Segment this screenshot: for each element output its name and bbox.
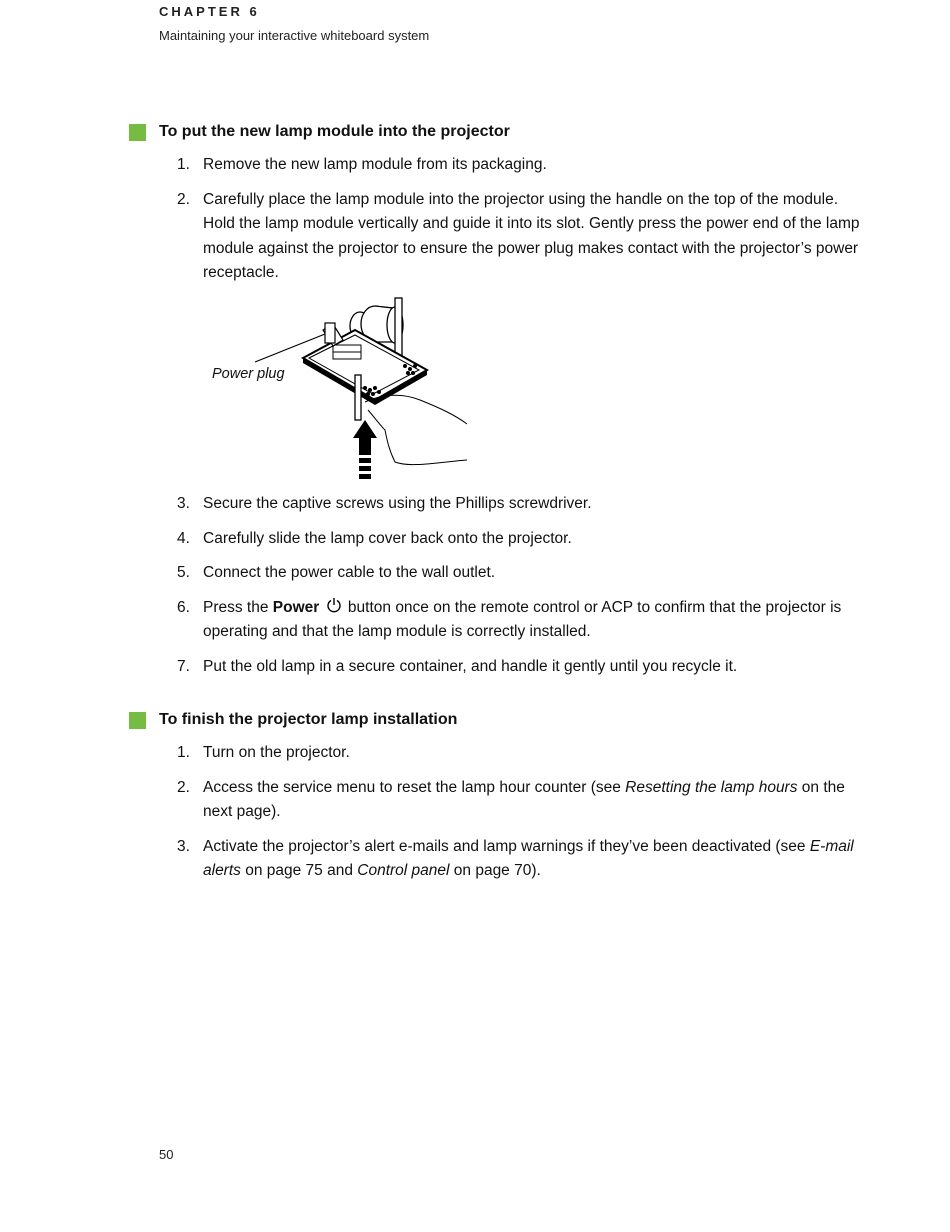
step-text: Put the old lamp in a secure container, and handle it gently until you recycle it. bbox=[203, 657, 738, 675]
list-item bbox=[159, 741, 869, 766]
list-item bbox=[159, 153, 869, 178]
list-item bbox=[159, 188, 869, 286]
step-text-mid: on page 75 and bbox=[240, 862, 358, 879]
section-heading-text: To finish the projector lamp installation bbox=[159, 711, 458, 728]
step-text: Connect the power cable to the wall outlet. bbox=[203, 564, 496, 581]
list-item bbox=[159, 776, 869, 825]
list-item bbox=[159, 655, 869, 680]
section-marker-icon bbox=[129, 124, 146, 141]
section-marker-icon bbox=[129, 712, 146, 729]
page-number: 50 bbox=[159, 1147, 174, 1162]
step-number: 5. bbox=[177, 564, 190, 581]
cross-reference-link[interactable]: Resetting the lamp hours bbox=[625, 778, 798, 796]
step-number: 7. bbox=[177, 657, 190, 675]
step-number: 2. bbox=[177, 190, 190, 208]
section-heading-text: To put the new lamp module into the projector bbox=[159, 123, 510, 140]
list-item bbox=[159, 561, 869, 586]
chapter-label: CHAPTER 6 bbox=[159, 4, 260, 19]
step-text-after: on the next page). bbox=[203, 778, 845, 820]
step-text: Carefully place the lamp module into the projector using the handle on the top of the module. Hold the lamp module vertically and guide it into its slot. Gently press the power end of the lamp module against the projector to ensure the power plug makes contact with the projector’s power receptacle. bbox=[203, 190, 860, 281]
install-steps-list-b bbox=[159, 492, 869, 689]
step-text-after: on page 70). bbox=[449, 862, 541, 879]
step-number: 4. bbox=[177, 529, 190, 547]
step-text-before: Activate the projector’s alert e-mails and lamp warnings if they’ve been deactivated (see bbox=[203, 837, 810, 855]
step-number: 2. bbox=[177, 778, 190, 796]
step-number: 3. bbox=[177, 495, 190, 512]
power-icon bbox=[326, 597, 342, 613]
lamp-module-illustration bbox=[205, 290, 475, 485]
step-text: Remove the new lamp module from its packaging. bbox=[203, 156, 547, 173]
step-text: Carefully slide the lamp cover back onto the projector. bbox=[203, 529, 572, 547]
power-button-name: Power bbox=[272, 598, 320, 616]
power-plug-label: Power plug bbox=[212, 366, 285, 382]
list-item bbox=[159, 492, 869, 517]
list-item bbox=[159, 527, 869, 552]
section-heading-finish-install bbox=[129, 711, 457, 729]
section-heading-install-lamp bbox=[129, 123, 510, 141]
cross-reference-link[interactable]: Control panel bbox=[357, 862, 450, 879]
step-text-before: Access the service menu to reset the lamp hour counter (see bbox=[203, 778, 626, 796]
list-item bbox=[159, 596, 869, 645]
finish-steps-list bbox=[159, 741, 869, 894]
step-number: 1. bbox=[177, 156, 190, 173]
list-item bbox=[159, 835, 869, 884]
step-text-after: button once on the remote control or ACP to confirm that the projector is operating and that the lamp module is correctly installed. bbox=[203, 598, 842, 640]
step-number: 1. bbox=[177, 744, 190, 761]
step-text: Turn on the projector. bbox=[203, 744, 350, 761]
step-text-before: Press the bbox=[203, 598, 273, 616]
cross-reference-link[interactable]: E-mail alerts bbox=[203, 837, 854, 879]
chapter-title: Maintaining your interactive whiteboard system bbox=[159, 28, 430, 43]
step-number: 6. bbox=[177, 598, 190, 616]
step-number: 3. bbox=[177, 837, 190, 855]
install-steps-list-a bbox=[159, 153, 869, 296]
lamp-module-drawing bbox=[205, 290, 475, 485]
step-text: Secure the captive screws using the Phillips screwdriver. bbox=[203, 495, 592, 512]
